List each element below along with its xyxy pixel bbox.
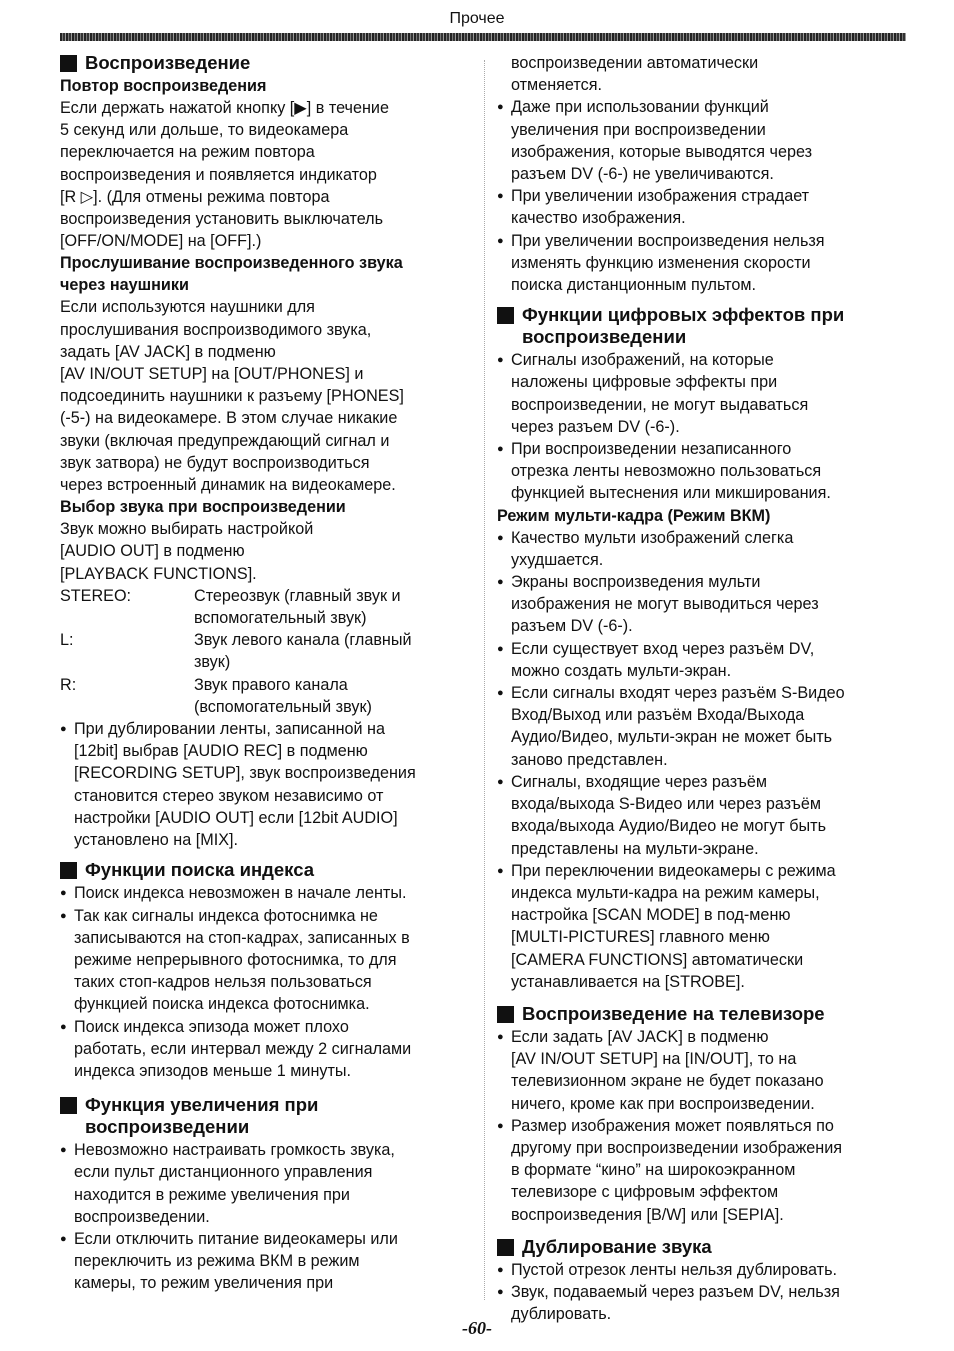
bullet-multi-5: ● Сигналы, входящие через разъём входа/выхода S-Видео или через разъём входа/выхода Аудио/Видео не могут быть представлены на мульти-экране.	[497, 771, 907, 860]
subheading-audio-select: Выбор звука при воспроизведении	[60, 498, 346, 517]
bullet-multi-2: ● Экраны воспроизведения мульти изображения не могут выводиться через разъем DV (-6-).	[497, 571, 907, 638]
section-marker-icon	[60, 55, 77, 72]
audio-option-left: L: Звук левого канала (главный звук)	[60, 631, 412, 672]
column-divider	[484, 60, 485, 1300]
bullet-effects-1: ● Сигналы изображений, на которые наложены цифровые эффекты при воспроизведении, не могут выдаваться через разъем DV (-6-).	[497, 349, 907, 438]
page-number: -60-	[462, 1318, 492, 1338]
bullet-zoom-4: ● При увеличении изображения страдает качество изображения.	[497, 185, 907, 229]
section-heading-digital-effects: Функции цифровых эффектов при воспроизведении	[497, 304, 907, 348]
section-marker-icon	[497, 1006, 514, 1023]
section-heading-audio-dubbing: Дублирование звука	[497, 1236, 907, 1258]
bullet-zoom-5: ● При увеличении воспроизведения нельзя изменять функцию изменения скорости поиска дистанционным пультом.	[497, 230, 907, 297]
section-heading-zoom: Функция увеличения при воспроизведении	[60, 1094, 475, 1138]
audio-option-stereo: STEREO: Стереозвук (главный звук и вспомогательный звук)	[60, 586, 401, 628]
audio-select-paragraph: Звук можно выбирать настройкой [AUDIO OUT] в подменю [PLAYBACK FUNCTIONS].	[60, 520, 314, 583]
right-column	[497, 52, 907, 1325]
section-marker-icon	[60, 862, 77, 879]
bullet-zoom-2: ● Если отключить питание видеокамеры или переключить из режима ВКМ в режим камеры, то режим увеличения при	[60, 1228, 475, 1295]
bullet-index-1: ● Поиск индекса невозможен в начале ленты.	[60, 882, 475, 904]
bullet-dubbing-12bit: ● При дублировании ленты, записанной на [12bit] выбрав [AUDIO REC] в подменю [RECORDING SETUP], звук воспроизведения становится стерео звуком независимо от настройки [AUDIO OUT] если [12bit AUDIO] установлено на [MIX].	[60, 718, 475, 851]
subheading-multi-frame: Режим мульти-кадра (Режим ВКМ)	[497, 506, 771, 525]
bullet-index-2: ● Так как сигналы индекса фотоснимка не записываются на стоп-кадрах, записанных в режиме непрерывного фотоснимка, то для таких стоп-кадров нельзя пользоваться функцией поиска индекса фотоснимка.	[60, 905, 475, 1016]
bullet-dub-2: ● Звук, подаваемый через разъем DV, нельзя дублировать.	[497, 1281, 907, 1325]
section-marker-icon	[60, 1097, 77, 1114]
section-heading-playback: Воспроизведение	[60, 52, 475, 74]
section-marker-icon	[497, 1239, 514, 1256]
audio-option-right: R: Звук правого канала (вспомогательный звук)	[60, 675, 372, 716]
subheading-repeat: Повтор воспроизведения	[60, 77, 267, 95]
bullet-multi-6: ● При переключении видеокамеры с режима индекса мульти-кадра на режим камеры, настройка [SCAN MODE] в под-меню [MULTI-PICTURES] главного меню [CAMERA FUNCTIONS] автоматически устанавливается на [STROBE].	[497, 860, 907, 993]
zoom-continuation: воспроизведении автоматически отменяется.	[511, 54, 759, 95]
repeat-paragraph: Если держать нажатой кнопку [▶] в течение 5 секунд или дольше, то видеокамера переключается на режим повтора воспроизведения и появляется индикатор [R ▷]. (Для отмены режима повтора воспроизведения установить выключатель [OFF/ON/MODE] на [OFF].)	[60, 99, 389, 251]
bullet-tv-1: ● Если задать [AV JACK] в подменю [AV IN/OUT SETUP] на [IN/OUT], то на телевизионном экране не будет показано ничего, кроме как при воспроизведении.	[497, 1026, 907, 1115]
bullet-multi-3: ● Если существует вход через разъём DV, можно создать мульти-экран.	[497, 638, 907, 682]
headphones-paragraph: Если используются наушники для прослушивания воспроизводимого звука, задать [AV JACK] в подменю [AV IN/OUT SETUP] на [OUT/PHONES] и подсоединить наушники к разъему [PHONES] (-5-) на видеокамере. В этом случае никакие звуки (включая предупреждающий сигнал и звук затвора) не будут воспроизводиться через встроенный динамик на видеокамере.	[60, 298, 404, 495]
subheading-headphones: Прослушивание воспроизведенного звука через наушники	[60, 254, 403, 295]
section-marker-icon	[497, 307, 514, 324]
bullet-index-3: ● Поиск индекса эпизода может плохо работать, если интервал между 2 сигналами индекса эпизодов меньше 1 минуты.	[60, 1016, 475, 1083]
section-heading-index-search: Функции поиска индекса	[60, 859, 475, 881]
bullet-tv-2: ● Размер изображения может появляться по другому при воспроизведении изображения в формате “кино” на широкоэкранном телевизоре с цифровым эффектом воспроизведения [B/W] или [SEPIA].	[497, 1115, 907, 1226]
bullet-multi-4: ● Если сигналы входят через разъём S-Видео Вход/Выход или разъём Входа/Выхода Аудио/Видео, мульти-экран не может быть заново представлен.	[497, 682, 907, 771]
bullet-zoom-3: ● Даже при использовании функций увеличения при воспроизведении изображения, которые выводятся через разъем DV (-6-) не увеличиваются.	[497, 96, 907, 185]
running-header: Прочее	[449, 10, 505, 27]
header-rule	[60, 33, 906, 41]
bullet-multi-1: ● Качество мульти изображений слегка ухудшается.	[497, 527, 907, 571]
left-column	[60, 52, 475, 1295]
bullet-zoom-1: ● Невозможно настраивать громкость звука, если пульт дистанционного управления находится в режиме увеличения при воспроизведении.	[60, 1139, 475, 1228]
bullet-effects-2: ● При воспроизведении незаписанного отрезка ленты невозможно пользоваться функцией вытеснения или микширования.	[497, 438, 907, 505]
bullet-dub-1: ● Пустой отрезок ленты нельзя дублировать.	[497, 1259, 907, 1281]
section-heading-tv-playback: Воспроизведение на телевизоре	[497, 1003, 907, 1025]
